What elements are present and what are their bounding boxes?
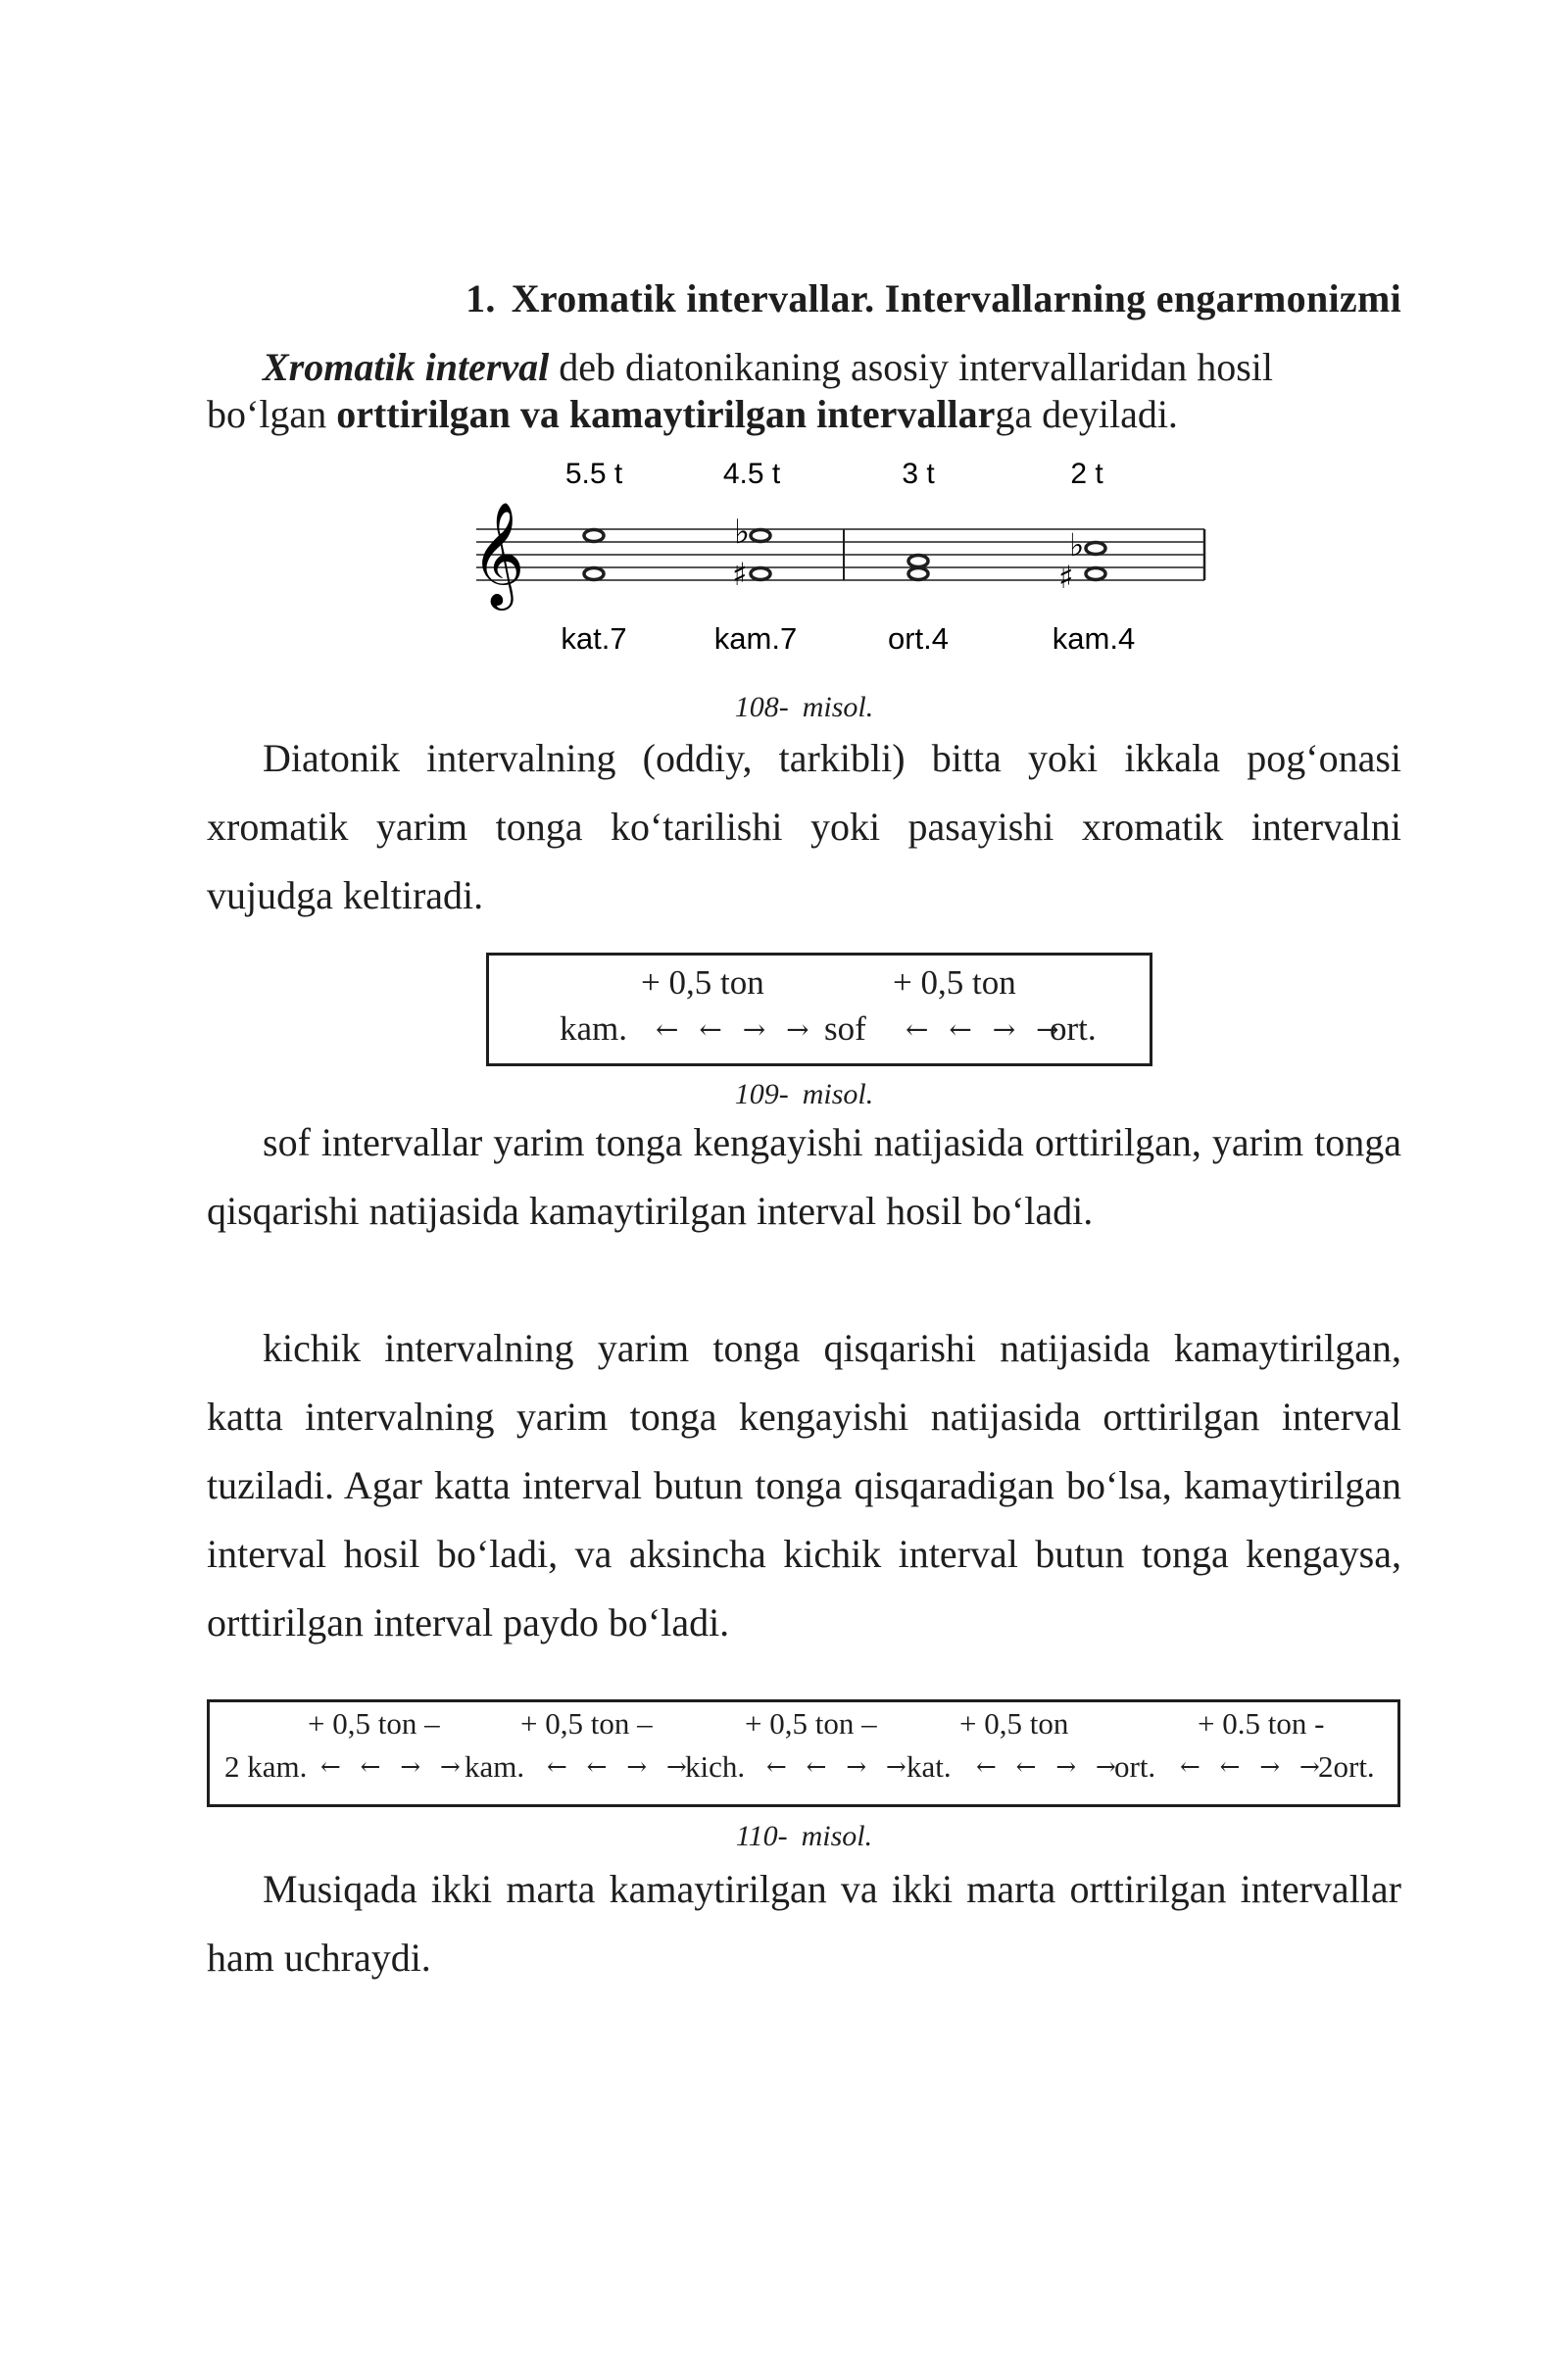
paragraph-1: [207, 724, 1401, 930]
page: [207, 0, 1401, 2355]
music-score-108: [462, 451, 1226, 666]
box109-kam: kam.: [560, 1009, 628, 1048]
top-label-4: 2 t: [1070, 458, 1103, 490]
intro-text-2: ga deyiladi.: [995, 392, 1178, 436]
top-label-1: 5.5 t: [564, 458, 623, 490]
caption-number: 108-: [734, 691, 789, 723]
interval-box-110: [207, 1699, 1400, 1807]
box110-label-4: kat.: [906, 1749, 952, 1784]
flat-icon: ♭: [1069, 526, 1085, 564]
paragraph-1-text: Diatonik intervalning (oddiy, tarkibli) bitta yoki ikkala pog‘onasi xromatik yarim tonga ko‘tarilishi yoki pasayishi xromatik intervalni vujudga keltiradi.: [207, 736, 1401, 917]
box110-label-5: ort.: [1114, 1749, 1156, 1784]
section-heading: [403, 275, 1401, 321]
caption-number: 110-: [735, 1820, 788, 1852]
caption-word: misol.: [802, 1078, 874, 1110]
box110-arrows-1: ← ← → →: [320, 1752, 466, 1781]
intro-bold: orttirilgan va kamaytirilgan intervallar: [336, 392, 996, 436]
box110-top-4: + 0,5 ton: [959, 1706, 1069, 1741]
box109-sof: sof: [824, 1009, 866, 1048]
box109-ort: ort.: [1050, 1009, 1097, 1048]
sharp-icon: ♯: [1058, 559, 1074, 596]
caption-110: [207, 1820, 1401, 1853]
box109-top-right: + 0,5 ton: [893, 963, 1016, 1002]
top-label-3: 3 t: [902, 458, 935, 490]
bottom-label-1: kat.7: [561, 621, 627, 656]
box109-arrows-2: ← ← → →: [906, 1013, 1065, 1046]
box110-top-5: + 0.5 ton -: [1198, 1706, 1325, 1741]
caption-109: [207, 1078, 1401, 1111]
intro-paragraph: [207, 344, 1401, 438]
paragraph-3-text: kichik intervalning yarim tonga qisqarishi natijasida kamaytirilgan, katta intervalning yarim tonga kengayishi natijasida orttirilgan interval tuziladi. Agar katta interval butun tonga qisqaradigan bo‘lsa, kamaytirilgan interval hosil bo‘ladi, va aksincha kichik interval butun tonga kengaysa, orttirilgan interval paydo bo‘ladi.: [207, 1326, 1401, 1644]
box110-top-3: + 0,5 ton –: [745, 1706, 877, 1741]
box109-arrows-1: ← ← → →: [656, 1013, 815, 1046]
caption-word: misol.: [801, 1820, 873, 1852]
caption-number: 109-: [734, 1078, 789, 1110]
bottom-label-3: ort.4: [887, 621, 950, 656]
box110-label-3: kich.: [685, 1749, 746, 1784]
sharp-icon: ♯: [732, 556, 748, 593]
box110-arrows-5: ← ← → →: [1180, 1752, 1326, 1781]
paragraph-2-text: sof intervallar yarim tonga kengayishi natijasida orttirilgan, yarim tonga qisqarishi natijasida kamaytirilgan interval hosil bo‘ladi.: [207, 1120, 1401, 1233]
term-xromatik-interval: Xromatik interval: [263, 345, 550, 389]
section-number: 1.: [466, 276, 496, 320]
note-kam4: [1086, 543, 1105, 580]
paragraph-4: [207, 1855, 1401, 1992]
box110-label-6: 2ort.: [1318, 1749, 1375, 1784]
box110-arrows-4: ← ← → →: [976, 1752, 1122, 1781]
flat-icon: ♭: [734, 513, 751, 552]
box110-top-1: + 0,5 ton –: [308, 1706, 440, 1741]
caption-word: misol.: [802, 691, 874, 723]
intro-text-1: deb diatonikaning asosiy intervallaridan hosil bo‘lgan: [207, 345, 1273, 436]
box110-label-2: kam.: [465, 1749, 525, 1784]
box110-arrows-3: ← ← → →: [766, 1752, 912, 1781]
paragraph-4-text: Musiqada ikki marta kamaytirilgan va ikki marta orttirilgan intervallar ham uchraydi.: [207, 1867, 1401, 1980]
treble-clef-icon: 𝄞: [471, 501, 525, 606]
bottom-label-2: kam.7: [713, 621, 798, 656]
box110-arrows-2: ← ← → →: [547, 1752, 693, 1781]
paragraph-2: [207, 1108, 1401, 1246]
section-title: Xromatik intervallar. Intervallarning engarmonizmi: [511, 276, 1401, 320]
box110-label-1: 2 kam.: [224, 1749, 308, 1784]
interval-box-109: [486, 953, 1152, 1066]
caption-108: [207, 691, 1401, 724]
box109-top-left: + 0,5 ton: [641, 963, 764, 1002]
paragraph-3: [207, 1314, 1401, 1657]
top-label-2: 4.5 t: [722, 458, 781, 490]
box110-top-2: + 0,5 ton –: [520, 1706, 653, 1741]
bottom-label-4: kam.4: [1052, 621, 1136, 656]
